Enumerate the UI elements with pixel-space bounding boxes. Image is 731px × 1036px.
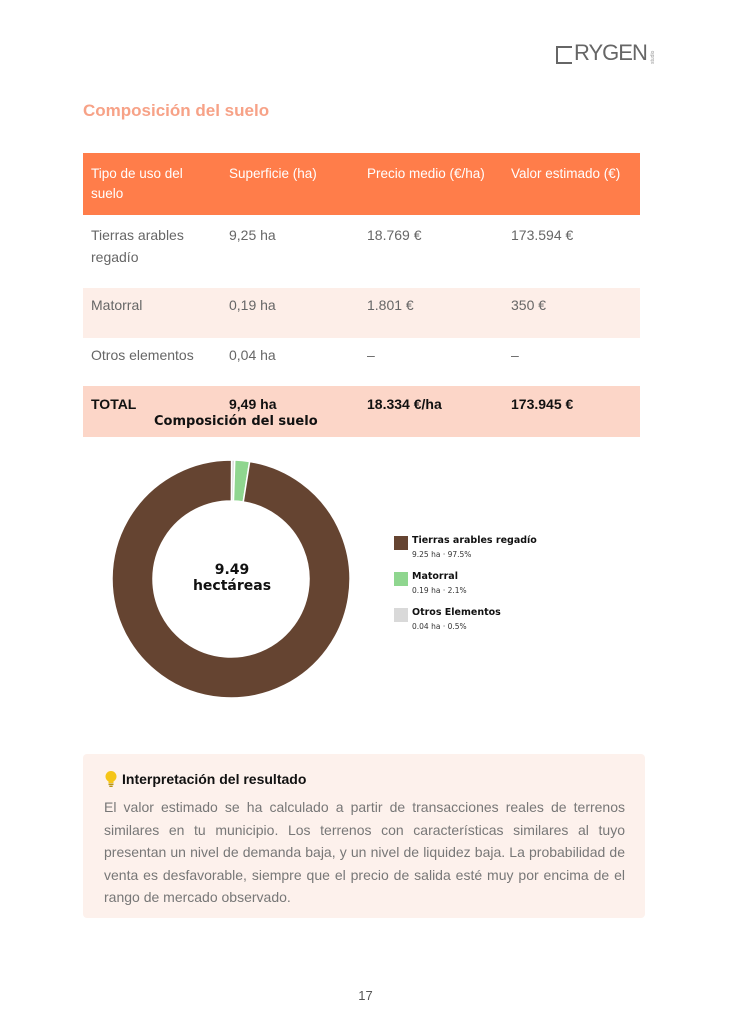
cell-area: 9,25 ha	[229, 227, 276, 243]
logo-mark-icon	[556, 46, 572, 64]
cell-avg-price: –	[367, 347, 375, 363]
cell-area: 0,04 ha	[229, 347, 276, 363]
logo-text: RYGEN	[574, 40, 647, 65]
total-avg-price: 18.334 €/ha	[359, 386, 503, 437]
interpretation-title: Interpretación del resultado	[122, 771, 307, 787]
page-number: 17	[358, 988, 373, 1003]
cell-avg-price: 18.769 €	[367, 227, 422, 243]
donut-center-label	[172, 562, 292, 594]
total-area: 9,49 ha	[221, 386, 359, 437]
table-row	[83, 338, 640, 386]
lightbulb-icon	[104, 770, 118, 788]
section-title: Composición del suelo	[83, 101, 270, 120]
cell-estimated-value: –	[511, 347, 519, 363]
header-estimated-value: Valor estimado (€)	[503, 153, 640, 215]
interpretation-box	[83, 754, 645, 918]
cell-land-use: Matorral	[83, 288, 221, 338]
legend-label: Tierras arables regadío	[412, 535, 537, 546]
interpretation-header	[104, 770, 625, 788]
table-row	[83, 215, 640, 288]
legend-swatch	[394, 572, 408, 586]
header-area: Superficie (ha)	[221, 153, 359, 215]
cell-avg-price: 1.801 €	[359, 288, 503, 338]
table-total-row	[83, 386, 640, 437]
brand-logo	[556, 38, 656, 64]
cell-land-use: Otros elementos	[91, 347, 194, 363]
center-unit: hectáreas	[192, 578, 272, 594]
table-row	[83, 288, 640, 338]
soil-composition-table	[83, 153, 640, 437]
cell-area: 0,19 ha	[221, 288, 359, 338]
table-header-row	[83, 153, 640, 215]
legend-swatch	[394, 536, 408, 550]
chart-title: Composición del suelo	[154, 414, 318, 429]
header-land-use: Tipo de uso del suelo	[83, 153, 221, 215]
center-value: 9.49	[214, 562, 250, 578]
cell-estimated-value: 350 €	[503, 288, 640, 338]
legend-detail: 0.19 ha · 2.1%	[412, 586, 467, 595]
legend-swatch	[394, 608, 408, 622]
logo-subtext: studio	[649, 50, 656, 64]
cell-estimated-value: 173.594 €	[511, 227, 574, 243]
interpretation-text: El valor estimado se ha calculado a partir de transacciones reales de terrenos similares en tu municipio. Los terrenos con características similares al tuyo presentan un nivel de demanda baja, y un nivel de liquidez baja. La probabilidad de venta es desfavorable, siempre que el precio de salida esté muy por encima de el rango de mercado observado.	[104, 799, 625, 905]
cell-land-use: Tierras arables regadío	[91, 227, 184, 265]
legend-detail: 9.25 ha · 97.5%	[412, 550, 472, 559]
legend-label: Otros Elementos	[412, 607, 501, 618]
total-estimated-value: 173.945 €	[503, 386, 640, 437]
legend-label: Matorral	[412, 571, 458, 582]
header-avg-price: Precio medio (€/ha)	[359, 153, 503, 215]
legend-detail: 0.04 ha · 0.5%	[412, 622, 467, 631]
total-label: TOTAL	[83, 386, 221, 437]
